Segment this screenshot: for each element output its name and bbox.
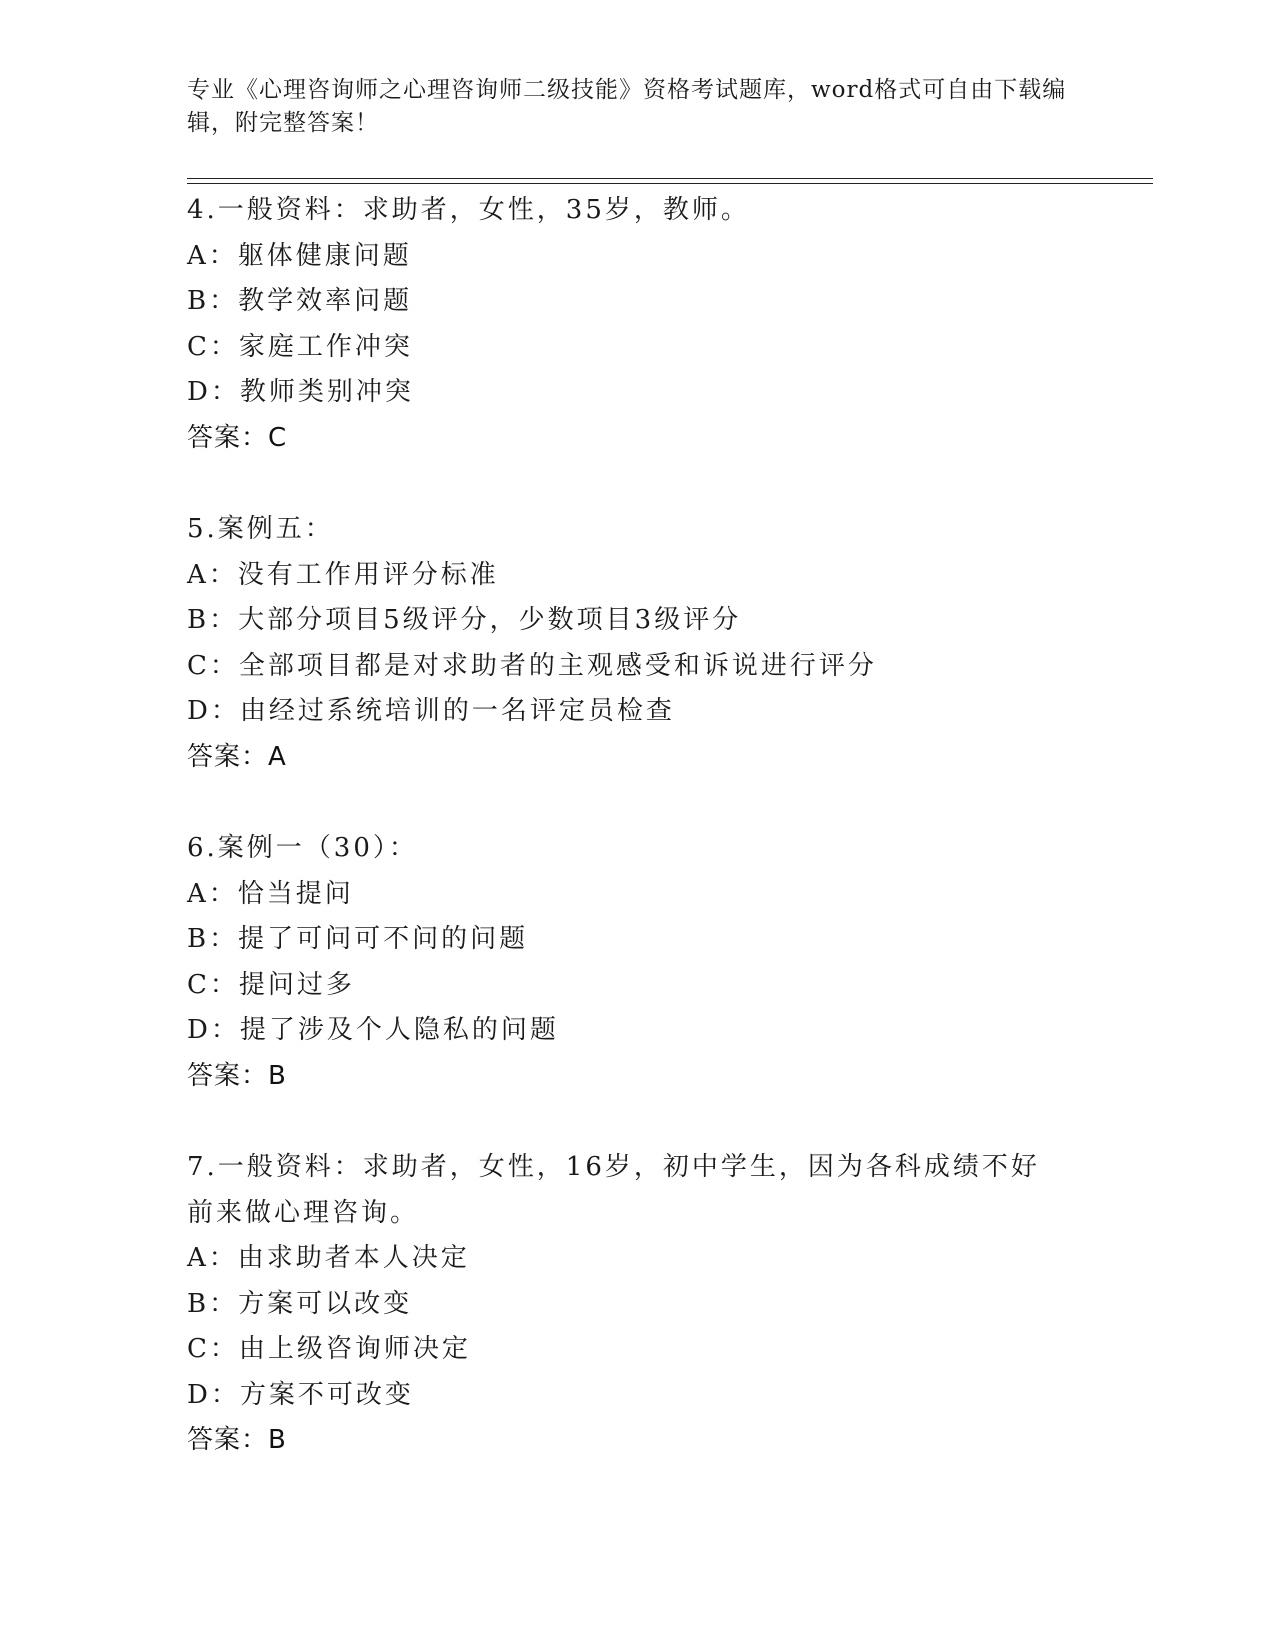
option-a: A：由求助者本人决定 [187,1243,470,1273]
option-d: D：教师类别冲突 [187,377,414,407]
header-divider-top [187,178,1153,179]
option-b: B：教学效率问题 [187,286,413,316]
option-c: C：由上级咨询师决定 [187,1334,471,1364]
option-a: A：躯体健康问题 [187,240,412,271]
answer-line: 答案：C [187,422,288,453]
option-c: C：家庭工作冲突 [187,331,413,362]
option-d: D：方案不可改变 [187,1379,414,1410]
option-b: B：方案可以改变 [187,1288,413,1319]
answer-line: 答案：A [187,741,287,772]
question-6 [187,826,1067,1099]
question-stem: 4.一般资料：求助者，女性，35岁，教师。 [187,195,750,225]
option-a: A：没有工作用评分标准 [187,559,499,590]
question-stem: 6.案例一（30）： [187,833,418,863]
option-d: D：由经过系统培训的一名评定员检查 [187,696,675,726]
option-c: C：全部项目都是对求助者的主观感受和诉说进行评分 [187,650,877,681]
option-b: B：大部分项目5级评分，少数项目3级评分 [187,605,742,635]
header-divider-bottom [187,183,1153,184]
answer-line: 答案：B [187,1060,287,1091]
question-7 [187,1145,1067,1464]
question-stem: 7.一般资料：求助者，女性，16岁，初中学生，因为各科成绩不好前来做心理咨询。 [187,1152,1040,1228]
option-c: C：提问过多 [187,969,355,1000]
question-5 [187,507,1067,780]
option-a: A：恰当提问 [187,878,354,909]
document-intro: 专业《心理咨询师之心理咨询师二级技能》资格考试题库，word格式可自由下载编辑，附完整答案！ [187,77,1067,136]
question-4 [187,188,1067,461]
option-d: D：提了涉及个人隐私的问题 [187,1015,559,1045]
answer-line: 答案：B [187,1425,287,1455]
question-stem: 5.案例五： [187,514,334,544]
option-b: B：提了可问可不问的问题 [187,924,529,954]
